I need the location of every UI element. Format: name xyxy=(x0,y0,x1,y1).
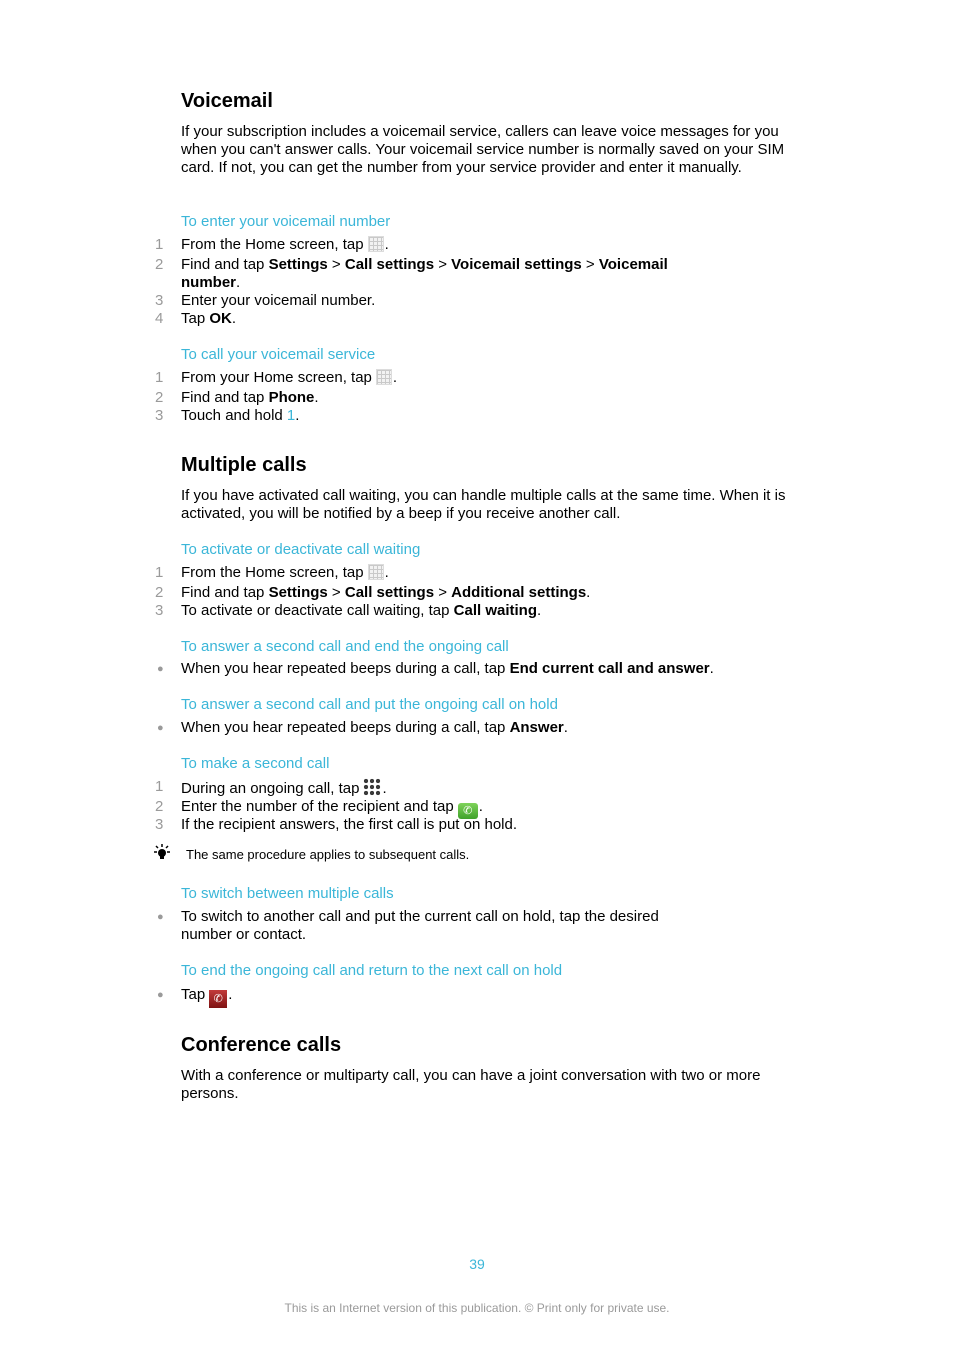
menu-ok: OK xyxy=(209,310,232,327)
tip-text: The same procedure applies to subsequent calls. xyxy=(186,847,470,862)
step-item: 1 During an ongoing call, tap . xyxy=(155,778,387,797)
step-item: 1 From the Home screen, tap . xyxy=(155,564,389,581)
step-text: Find and tap xyxy=(181,389,269,406)
separator: > xyxy=(434,584,452,601)
step-text: Find and tap xyxy=(181,256,269,273)
procedure-heading-answer-end: To answer a second call and end the ongoing call xyxy=(181,638,509,655)
menu-additional-settings: Additional settings xyxy=(451,584,587,601)
period: . xyxy=(537,602,542,619)
tip-lightbulb-icon xyxy=(152,843,172,863)
bullet-text: When you hear repeated beeps during a call, tap xyxy=(181,660,510,677)
step-item xyxy=(155,816,701,834)
step-number: 3 xyxy=(155,602,164,619)
step-number: 3 xyxy=(155,407,164,424)
menu-voicemail-number: Voicemail number xyxy=(181,256,668,291)
step-item xyxy=(155,407,701,425)
separator: > xyxy=(327,256,345,273)
step-number: 2 xyxy=(155,584,164,601)
period: . xyxy=(231,310,237,327)
procedure-heading-call-waiting: To activate or deactivate call waiting xyxy=(181,541,421,558)
step-number: 4 xyxy=(155,310,164,327)
footer-note: This is an Internet version of this publication. © Print only for private use. xyxy=(284,1301,670,1315)
app-grid-icon xyxy=(376,369,392,385)
step-item: 2 Enter the number of the recipient and tap ✆ . xyxy=(155,798,483,817)
step-text: Find and tap xyxy=(181,584,269,601)
bullet-item: ● Tap ✆ . xyxy=(155,986,701,1008)
step-item xyxy=(155,389,701,407)
period: . xyxy=(586,584,591,601)
period: . xyxy=(236,274,241,291)
step-number: 1 xyxy=(155,778,164,795)
call-button-icon: ✆ xyxy=(458,803,478,819)
procedure-heading-switch-calls: To switch between multiple calls xyxy=(181,885,394,902)
period: . xyxy=(563,719,568,736)
step-text: Tap xyxy=(181,310,210,327)
step-number: 1 xyxy=(155,236,164,253)
step-text: Enter the number of the recipient and tap xyxy=(181,798,454,815)
menu-call-settings: Call settings xyxy=(344,256,435,273)
step-text: Enter your voicemail number. xyxy=(181,292,376,309)
conference-calls-intro: With a conference or multiparty call, you can have a joint conversation with two or more persons. xyxy=(181,1067,761,1102)
voicemail-intro: If your subscription includes a voicemail service, callers can leave voice messages for you when you can't answer calls. Your voicemail service number is normally saved on your SIM card. If not, you can get the number from your service provider and enter it manually. xyxy=(181,123,785,176)
menu-call-settings: Call settings xyxy=(344,584,435,601)
bullet-icon: ● xyxy=(157,911,164,923)
step-item xyxy=(155,256,701,292)
separator: > xyxy=(327,584,345,601)
separator: > xyxy=(581,256,599,273)
section-title-conference-calls: Conference calls xyxy=(181,1034,342,1056)
step-number: 2 xyxy=(155,256,164,273)
step-text: Touch and hold xyxy=(181,407,287,424)
menu-call-waiting: Call waiting xyxy=(453,602,537,619)
step-text: From your Home screen, tap xyxy=(181,369,372,386)
bullet-text: To switch to another call and put the current call on hold, tap the desired number or contact. xyxy=(181,908,659,943)
step-number: 1 xyxy=(155,564,164,581)
bullet-text: When you hear repeated beeps during a call, tap xyxy=(181,719,510,736)
step-text: From the Home screen, tap xyxy=(181,236,364,253)
bullet-icon: ● xyxy=(157,722,164,734)
period: . xyxy=(295,407,300,424)
page-number: 39 xyxy=(469,1256,485,1272)
step-number: 2 xyxy=(155,798,164,815)
step-item xyxy=(155,292,701,310)
separator: > xyxy=(434,256,452,273)
step-text: If the recipient answers, the first call is put on hold. xyxy=(181,816,517,833)
step-item: 1 From the Home screen, tap . xyxy=(155,236,389,253)
bullet-text: Tap xyxy=(181,986,206,1003)
bullet-item xyxy=(155,719,701,737)
key-one: 1 xyxy=(286,407,296,424)
procedure-heading-end-return: To end the ongoing call and return to the next call on hold xyxy=(181,962,563,979)
step-text: During an ongoing call, tap xyxy=(181,780,360,797)
menu-voicemail-settings: Voicemail settings xyxy=(451,256,582,273)
menu-settings: Settings xyxy=(268,584,328,601)
bullet-item xyxy=(155,908,701,944)
end-call-icon: ✆ xyxy=(209,990,227,1008)
menu-end-current-call-and-answer: End current call and answer xyxy=(509,660,710,677)
app-grid-icon xyxy=(368,564,384,580)
step-text: From the Home screen, tap xyxy=(181,564,364,581)
step-text: To activate or deactivate call waiting, tap xyxy=(181,602,454,619)
step-number: 3 xyxy=(155,292,164,309)
bullet-item xyxy=(155,660,781,678)
procedure-heading-second-call: To make a second call xyxy=(181,755,330,772)
multiple-calls-intro: If you have activated call waiting, you can handle multiple calls at the same time. When it is activated, you will be notified by a beep if you receive another call. xyxy=(181,487,786,522)
period: . xyxy=(314,389,319,406)
menu-settings: Settings xyxy=(268,256,328,273)
procedure-heading-answer-hold: To answer a second call and put the ongoing call on hold xyxy=(181,696,558,713)
app-grid-icon xyxy=(368,236,384,252)
step-item xyxy=(155,602,701,620)
menu-phone: Phone xyxy=(268,389,315,406)
bullet-icon: ● xyxy=(157,989,164,1001)
procedure-heading-enter-voicemail: To enter your voicemail number xyxy=(181,213,391,230)
dialpad-icon xyxy=(363,778,381,796)
step-item: 1 From your Home screen, tap . xyxy=(155,369,398,386)
step-item xyxy=(155,584,701,602)
bullet-icon: ● xyxy=(157,663,164,675)
menu-answer: Answer xyxy=(509,719,564,736)
step-item xyxy=(155,310,701,328)
procedure-heading-call-voicemail: To call your voicemail service xyxy=(181,346,376,363)
step-number: 2 xyxy=(155,389,164,406)
step-number: 1 xyxy=(155,369,164,386)
period: . xyxy=(709,660,714,677)
section-title-voicemail: Voicemail xyxy=(181,90,273,112)
step-number: 3 xyxy=(155,816,164,833)
section-title-multiple-calls: Multiple calls xyxy=(181,454,307,476)
